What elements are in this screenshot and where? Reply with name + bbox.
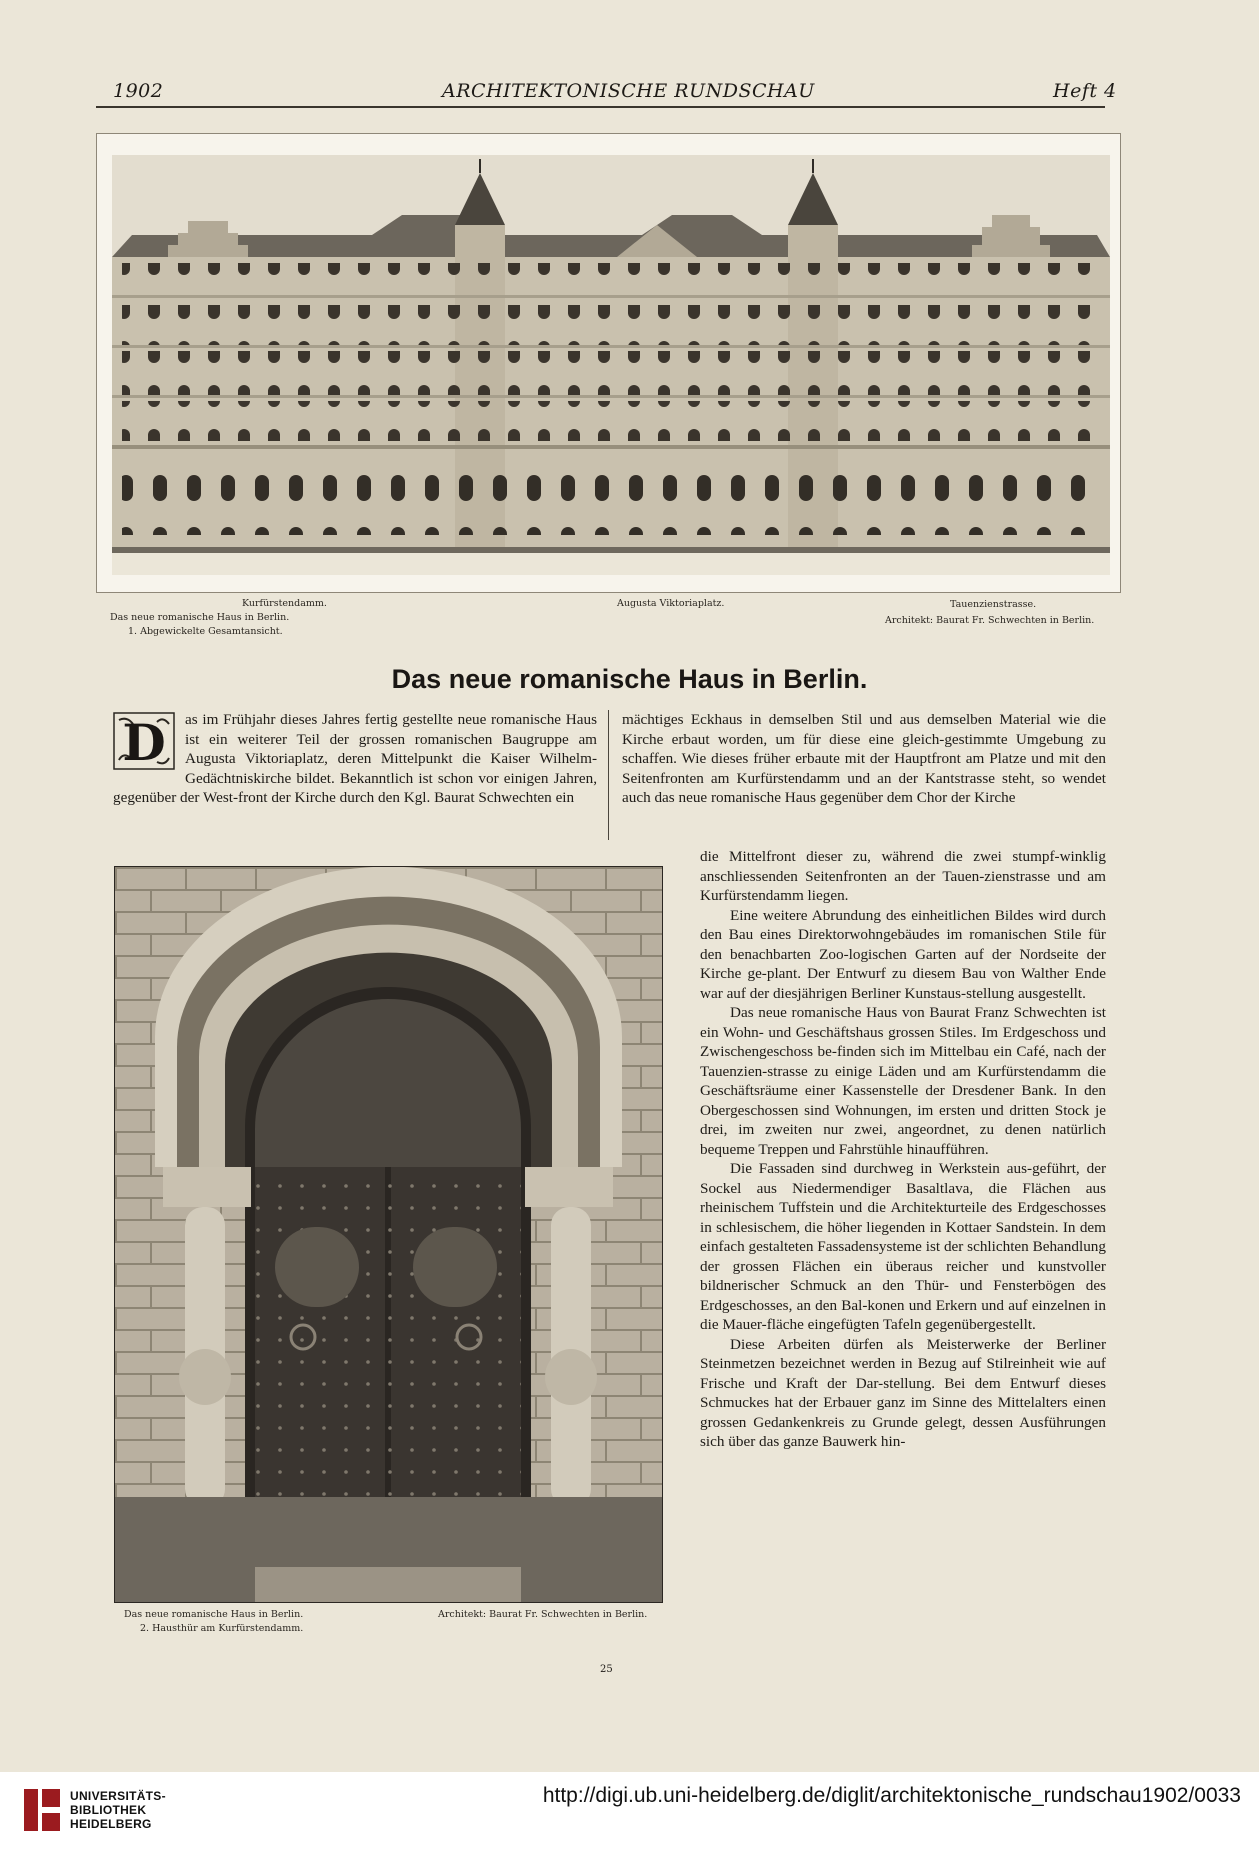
library-name-line3: HEIDELBERG: [70, 1817, 152, 1831]
header-year: 1902: [113, 80, 164, 102]
library-name-line1: UNIVERSITÄTS-: [70, 1789, 166, 1803]
header-journal: ARCHITEKTONISCHE RUNDSCHAU: [442, 80, 815, 102]
figure2-caption-title: Das neue romanische Haus in Berlin.: [124, 1609, 304, 1620]
figure2-caption-architect: Architekt: Baurat Fr. Schwechten in Berlin.: [438, 1609, 648, 1620]
source-url-link[interactable]: http://digi.ub.uni-heidelberg.de/diglit/architektonische_rundschau1902/0033: [542, 1784, 1241, 1807]
article-right-column-top: mächtiges Eckhaus in demselben Stil und aus demselben Material wie die Kirche erbaut worden, um für diese eine gleich-gestimmte Umgebung zu schaffen. Wie dieses früher erbaute mit der Hauptfront am Platze und mit den Seitenfronten am Kurfürstendamm und an der Kantstrasse steht, so wendet auch das neue romanische Haus gegenüber dem Chor der Kirche: [622, 711, 1106, 806]
figure1-caption-title: Das neue romanische Haus in Berlin.: [110, 612, 290, 623]
figure1-caption-street-right: Tauenzienstrasse.: [950, 599, 1037, 610]
figure2-caption-subtitle: 2. Hausthür am Kurfürstendamm.: [140, 1623, 304, 1634]
figure1-caption-architect: Architekt: Baurat Fr. Schwechten in Berlin.: [885, 615, 1095, 626]
door-photo: [114, 866, 663, 1603]
article-left-column: D as im Frühjahr dieses Jahres fertig gestellte neue romanische Haus ist ein weiterer Teil der grossen romanischen Baugruppe am Augusta Viktoriaplatz, deren Mittelpunkt die Kaiser Wilhelm-Gedächtniskirche bildet. Bekanntlich ist schon vor einigen Jahren, gegenüber der West-front der Kirche durch den Kgl. Baurat Schwechten ein: [113, 711, 597, 806]
page-number: 25: [600, 1664, 613, 1675]
figure1-caption-center: Augusta Viktoriaplatz.: [617, 598, 725, 609]
library-name-line2: BIBLIOTHEK: [70, 1803, 147, 1817]
library-logo-icon: [22, 1787, 62, 1833]
header-issue: Heft 4: [1053, 80, 1117, 102]
figure1-caption-street-left: Kurfürstendamm.: [242, 598, 327, 609]
initial-letter: D: [122, 713, 166, 770]
column-divider: [608, 710, 609, 840]
facade-elevation-image: [112, 155, 1110, 575]
article-title: Das neue romanische Haus in Berlin.: [391, 664, 868, 694]
decorative-initial: [113, 712, 175, 770]
header-rule: [96, 106, 1105, 108]
article-right-column: die Mittelfront dieser zu, während die zwei stumpf-winklig anschliessenden Seitenfronten an der Tauen-zienstrasse und am Kurfürstendamm liegen. Eine weitere Abrundung des einheitlichen Bildes wird durch den Bau eines Direktorwohngebäudes im romanischen Stile für den benachbarten Zoo-logischen Garten auf der Nordseite der Kirche ge-plant. Der Entwurf zu diesem Bau von Walther Ende war auf der diesjährigen Berliner Kunstaus-stellung ausgestellt. Das neue romanische Haus von Baurat Franz Schwechten ist ein Wohn- und Geschäftshaus grossen Stiles. Im Erdgeschoss und Zwischengeschoss be-finden sich im Mittelbau ein Café, nach der Tauenzien-strasse zu einige Läden und am Kurfürstendamm die Geschäftsräume einer Kassenstelle der Dresdener Bank. In den Obergeschossen sind Wohnungen, im ersten und dritten Stock je drei, im zweiten nur zwei, angeordnet, zu denen natürlich bequeme Treppen und Fahrstühle hinaufführen. Die Fassaden sind durchweg in Werkstein aus-geführt, der Sockel aus Niedermendiger Basaltlava, die Flächen aus rheinischem Tuffstein und die Architekturteile des Erdgeschosses in schlesischem, die höher liegenden in Kottaer Sandstein. In dem einfach gestalteten Fassadensysteme ist der schlichten Behandlung der grossen Flächen ein überaus reicher und kunstvoller bildnerischer Schmuck an den Thür- und Fensterbögen des Erdgeschosses, an den Bal-konen und Erkern und auf einzelnen in die Mauer-fläche eingefügten Tafeln gegenübergestellt. Diese Arbeiten dürfen als Meisterwerke der Berliner Steinmetzen bezeichnet werden in Bezug auf Stilreinheit wie auf Frische und Kraft der Dar-stellung. Bei dem Entwurf dieses Schmuckes hat der Erbauer ganz im Sinne des Mittelalters einen grossen Gedankenkreis zu Grunde gelegt, dessen Ausführungen sich über das ganze Bauwerk hin-: [700, 848, 1106, 1450]
figure1-caption-subtitle: 1. Abgewickelte Gesamtansicht.: [128, 626, 283, 637]
